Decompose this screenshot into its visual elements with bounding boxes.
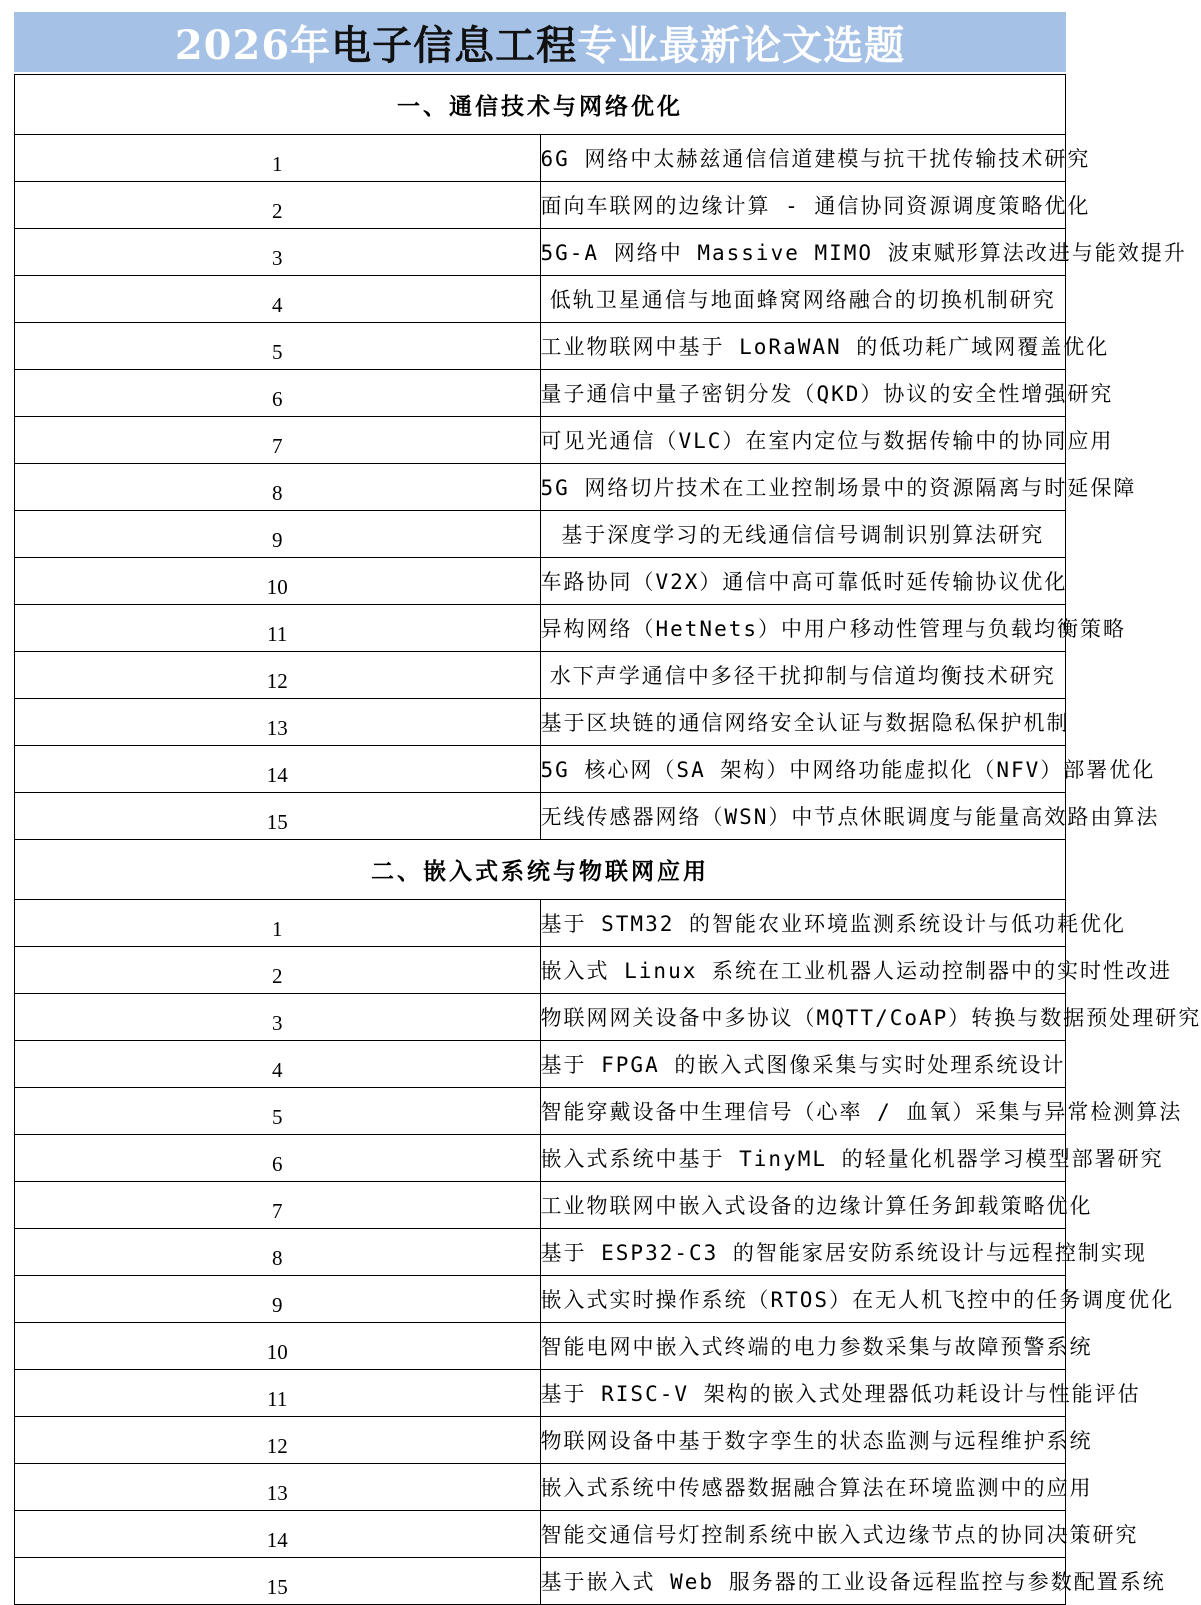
table-row: [15, 417, 1066, 464]
table-row: [15, 558, 1066, 605]
topic-title: 5G-A 网络中 Massive MIMO 波束赋形算法改进与能效提升: [540, 229, 1066, 276]
section-header: [15, 75, 1066, 135]
row-number: 6: [15, 1135, 541, 1182]
topic-title: 基于 ESP32-C3 的智能家居安防系统设计与远程控制实现: [540, 1229, 1066, 1276]
table-row: [15, 994, 1066, 1041]
row-number: 7: [15, 1182, 541, 1229]
topics-table: [14, 74, 1201, 1605]
table-row: [15, 276, 1066, 323]
topic-title: 基于深度学习的无线通信信号调制识别算法研究: [540, 511, 1066, 558]
topic-title: 物联网设备中基于数字孪生的状态监测与远程维护系统: [540, 1417, 1066, 1464]
row-number: 10: [15, 1323, 541, 1370]
topic-title: 嵌入式系统中基于 TinyML 的轻量化机器学习模型部署研究: [540, 1135, 1066, 1182]
row-number: 14: [15, 1511, 541, 1558]
topic-title: 无线传感器网络（WSN）中节点休眠调度与能量高效路由算法: [540, 793, 1066, 840]
table-row: [15, 652, 1066, 699]
topic-title: 量子通信中量子密钥分发（QKD）协议的安全性增强研究: [540, 370, 1066, 417]
topic-title: 智能穿戴设备中生理信号（心率 / 血氧）采集与异常检测算法: [540, 1088, 1066, 1135]
table-row: [15, 1276, 1066, 1323]
table-row: [15, 605, 1066, 652]
table-row: [15, 370, 1066, 417]
topic-title: 5G 核心网（SA 架构）中网络功能虚拟化（NFV）部署优化: [540, 746, 1066, 793]
table-row: [15, 1323, 1066, 1370]
topic-title: 可见光通信（VLC）在室内定位与数据传输中的协同应用: [540, 417, 1066, 464]
topic-title: 基于区块链的通信网络安全认证与数据隐私保护机制: [540, 699, 1066, 746]
topic-title: 5G 网络切片技术在工业控制场景中的资源隔离与时延保障: [540, 464, 1066, 511]
table-row: [15, 229, 1066, 276]
table-row: [15, 947, 1066, 994]
title-suffix: 专业最新论文选题: [577, 21, 906, 69]
topic-title: 智能交通信号灯控制系统中嵌入式边缘节点的协同决策研究: [540, 1511, 1066, 1558]
row-number: 8: [15, 464, 541, 511]
row-number: 1: [15, 900, 541, 947]
table-row: [15, 1229, 1066, 1276]
topic-title: 工业物联网中基于 LoRaWAN 的低功耗广域网覆盖优化: [540, 323, 1066, 370]
table-row: [15, 1135, 1066, 1182]
row-number: 10: [15, 558, 541, 605]
row-number: 14: [15, 746, 541, 793]
table-row: [15, 900, 1066, 947]
table-row: [15, 511, 1066, 558]
row-number: 4: [15, 276, 541, 323]
row-number: 12: [15, 1417, 541, 1464]
row-number: 9: [15, 511, 541, 558]
table-row: [15, 1182, 1066, 1229]
table-row: [15, 746, 1066, 793]
row-number: 3: [15, 229, 541, 276]
row-number: 13: [15, 699, 541, 746]
topic-title: 智能电网中嵌入式终端的电力参数采集与故障预警系统: [540, 1323, 1066, 1370]
row-number: 15: [15, 1558, 541, 1605]
topic-title: 异构网络（HetNets）中用户移动性管理与负载均衡策略: [540, 605, 1066, 652]
table-row: [15, 1088, 1066, 1135]
row-number: 1: [15, 135, 541, 182]
table-row: [15, 1558, 1066, 1605]
row-number: 11: [15, 605, 541, 652]
row-number: 9: [15, 1276, 541, 1323]
table-row: [15, 699, 1066, 746]
table-row: [15, 1370, 1066, 1417]
title-major: 电子信息工程: [331, 21, 578, 69]
table-row: [15, 1464, 1066, 1511]
row-number: 8: [15, 1229, 541, 1276]
topic-title: 嵌入式实时操作系统（RTOS）在无人机飞控中的任务调度优化: [540, 1276, 1066, 1323]
table-row: [15, 135, 1066, 182]
row-number: 3: [15, 994, 541, 1041]
topic-title: 基于嵌入式 Web 服务器的工业设备远程监控与参数配置系统: [540, 1558, 1066, 1605]
topic-title: 基于 STM32 的智能农业环境监测系统设计与低功耗优化: [540, 900, 1066, 947]
row-number: 7: [15, 417, 541, 464]
section-title: 二、嵌入式系统与物联网应用: [15, 840, 1066, 900]
row-number: 11: [15, 1370, 541, 1417]
row-number: 15: [15, 793, 541, 840]
table-row: [15, 1511, 1066, 1558]
row-number: 5: [15, 1088, 541, 1135]
topic-title: 车路协同（V2X）通信中高可靠低时延传输协议优化: [540, 558, 1066, 605]
topic-title: 嵌入式 Linux 系统在工业机器人运动控制器中的实时性改进: [540, 947, 1066, 994]
table-row: [15, 182, 1066, 229]
topic-title: 嵌入式系统中传感器数据融合算法在环境监测中的应用: [540, 1464, 1066, 1511]
row-number: 2: [15, 947, 541, 994]
row-number: 6: [15, 370, 541, 417]
section-title: 一、通信技术与网络优化: [15, 75, 1066, 135]
topic-title: 低轨卫星通信与地面蜂窝网络融合的切换机制研究: [540, 276, 1066, 323]
topic-title: 物联网网关设备中多协议（MQTT/CoAP）转换与数据预处理研究: [540, 994, 1066, 1041]
topic-title: 水下声学通信中多径干扰抑制与信道均衡技术研究: [540, 652, 1066, 699]
table-row: [15, 793, 1066, 840]
table-row: [15, 1041, 1066, 1088]
topic-title: 工业物联网中嵌入式设备的边缘计算任务卸载策略优化: [540, 1182, 1066, 1229]
topic-title: 面向车联网的边缘计算 - 通信协同资源调度策略优化: [540, 182, 1066, 229]
topic-title: 基于 FPGA 的嵌入式图像采集与实时处理系统设计: [540, 1041, 1066, 1088]
row-number: 13: [15, 1464, 541, 1511]
row-number: 12: [15, 652, 541, 699]
row-number: 2: [15, 182, 541, 229]
row-number: 4: [15, 1041, 541, 1088]
title-year: 2026年: [174, 21, 332, 69]
topic-title: 基于 RISC-V 架构的嵌入式处理器低功耗设计与性能评估: [540, 1370, 1066, 1417]
topic-title: 6G 网络中太赫兹通信信道建模与抗干扰传输技术研究: [540, 135, 1066, 182]
section-header: [15, 840, 1066, 900]
table-row: [15, 464, 1066, 511]
table-row: [15, 1417, 1066, 1464]
page-title-banner: [14, 12, 1066, 72]
table-row: [15, 323, 1066, 370]
row-number: 5: [15, 323, 541, 370]
